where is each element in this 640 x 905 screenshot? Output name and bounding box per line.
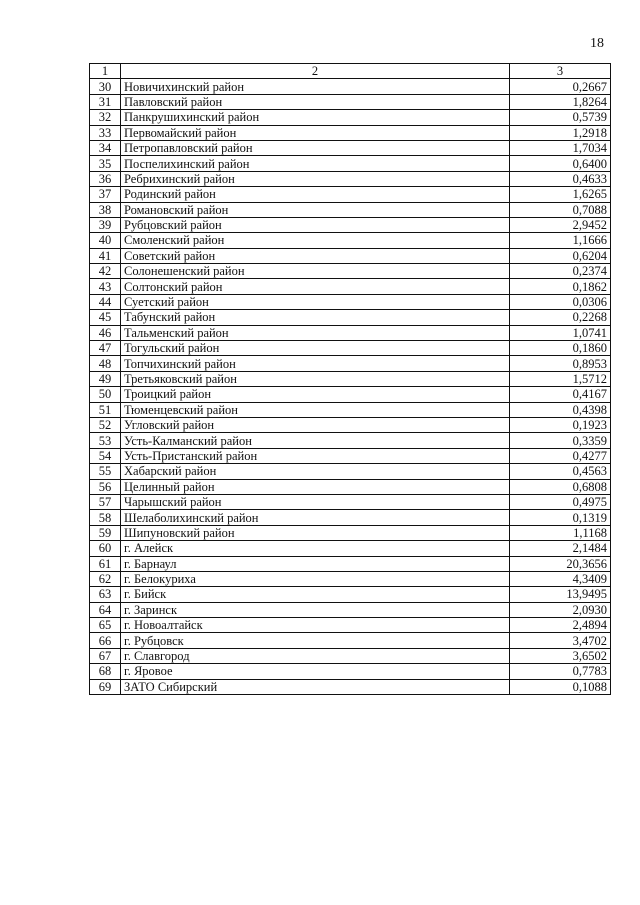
table-row [90, 325, 611, 340]
table-row [90, 587, 611, 602]
row-number-cell: 34 [90, 140, 121, 155]
row-number-cell: 56 [90, 479, 121, 494]
table-row [90, 79, 611, 94]
row-number-cell: 54 [90, 448, 121, 463]
coefficient-value-cell: 1,1666 [510, 233, 611, 248]
row-number-cell: 38 [90, 202, 121, 217]
coefficient-value-cell: 3,6502 [510, 648, 611, 663]
table-body [90, 79, 611, 695]
row-number-cell: 53 [90, 433, 121, 448]
row-number-cell: 69 [90, 679, 121, 694]
table-row [90, 94, 611, 109]
row-number-cell: 31 [90, 94, 121, 109]
table-row [90, 187, 611, 202]
table-row [90, 479, 611, 494]
municipality-name-cell: Рубцовский район [121, 217, 510, 232]
row-number-cell: 39 [90, 217, 121, 232]
municipality-name-cell: г. Бийск [121, 587, 510, 602]
column-header-name: 2 [121, 64, 510, 79]
municipality-name-cell: Шипуновский район [121, 525, 510, 540]
coefficient-value-cell: 0,6204 [510, 248, 611, 263]
municipality-name-cell: Топчихинский район [121, 356, 510, 371]
table-row [90, 664, 611, 679]
coefficient-value-cell: 0,1923 [510, 417, 611, 432]
table-row [90, 171, 611, 186]
table-row [90, 633, 611, 648]
row-number-cell: 45 [90, 310, 121, 325]
table-row [90, 156, 611, 171]
coefficient-value-cell: 1,2918 [510, 125, 611, 140]
table-row [90, 110, 611, 125]
row-number-cell: 48 [90, 356, 121, 371]
coefficient-value-cell: 0,4398 [510, 402, 611, 417]
row-number-cell: 37 [90, 187, 121, 202]
row-number-cell: 32 [90, 110, 121, 125]
row-number-cell: 67 [90, 648, 121, 663]
row-number-cell: 68 [90, 664, 121, 679]
municipality-name-cell: Табунский район [121, 310, 510, 325]
municipality-name-cell: Суетский район [121, 294, 510, 309]
municipality-name-cell: г. Рубцовск [121, 633, 510, 648]
municipality-name-cell: Усть-Калманский район [121, 433, 510, 448]
table-row [90, 341, 611, 356]
table-row [90, 618, 611, 633]
municipality-name-cell: Чарышский район [121, 494, 510, 509]
row-number-cell: 41 [90, 248, 121, 263]
table-row [90, 448, 611, 463]
municipality-name-cell: Романовский район [121, 202, 510, 217]
municipality-name-cell: Третьяковский район [121, 371, 510, 386]
table-row [90, 494, 611, 509]
municipality-name-cell: Усть-Пристанский район [121, 448, 510, 463]
coefficient-value-cell: 13,9495 [510, 587, 611, 602]
municipality-name-cell: г. Алейск [121, 541, 510, 556]
row-number-cell: 36 [90, 171, 121, 186]
coefficient-value-cell: 3,4702 [510, 633, 611, 648]
municipality-name-cell: Хабарский район [121, 464, 510, 479]
municipality-name-cell: Петропавловский район [121, 140, 510, 155]
coefficient-value-cell: 2,9452 [510, 217, 611, 232]
table-row [90, 310, 611, 325]
table-row [90, 556, 611, 571]
coefficient-value-cell: 1,6265 [510, 187, 611, 202]
row-number-cell: 35 [90, 156, 121, 171]
municipality-name-cell: г. Заринск [121, 602, 510, 617]
municipality-name-cell: г. Славгород [121, 648, 510, 663]
municipality-name-cell: Смоленский район [121, 233, 510, 248]
row-number-cell: 52 [90, 417, 121, 432]
table-row [90, 279, 611, 294]
municipality-name-cell: Поспелихинский район [121, 156, 510, 171]
coefficient-value-cell: 0,8953 [510, 356, 611, 371]
table-row [90, 648, 611, 663]
coefficient-value-cell: 1,8264 [510, 94, 611, 109]
row-number-cell: 51 [90, 402, 121, 417]
municipality-name-cell: Первомайский район [121, 125, 510, 140]
coefficient-value-cell: 4,3409 [510, 571, 611, 586]
coefficient-value-cell: 2,0930 [510, 602, 611, 617]
coefficient-value-cell: 0,6400 [510, 156, 611, 171]
municipality-name-cell: Целинный район [121, 479, 510, 494]
row-number-cell: 64 [90, 602, 121, 617]
municipality-name-cell: г. Белокуриха [121, 571, 510, 586]
table-row [90, 248, 611, 263]
municipality-name-cell: Тюменцевский район [121, 402, 510, 417]
table-row [90, 571, 611, 586]
coefficient-value-cell: 0,7088 [510, 202, 611, 217]
municipality-name-cell: Угловский район [121, 417, 510, 432]
table-row [90, 294, 611, 309]
coefficient-value-cell: 0,4633 [510, 171, 611, 186]
column-header-number: 1 [90, 64, 121, 79]
municipality-name-cell: Солтонский район [121, 279, 510, 294]
row-number-cell: 63 [90, 587, 121, 602]
coefficient-value-cell: 0,2268 [510, 310, 611, 325]
row-number-cell: 49 [90, 371, 121, 386]
coefficient-value-cell: 0,1319 [510, 510, 611, 525]
table-row [90, 202, 611, 217]
coefficient-value-cell: 0,1088 [510, 679, 611, 694]
coefficient-value-cell: 1,7034 [510, 140, 611, 155]
table-row [90, 417, 611, 432]
coefficient-value-cell: 2,4894 [510, 618, 611, 633]
coefficient-value-cell: 0,4975 [510, 494, 611, 509]
row-number-cell: 50 [90, 387, 121, 402]
municipality-name-cell: Советский район [121, 248, 510, 263]
municipality-name-cell: Тальменский район [121, 325, 510, 340]
column-header-value: 3 [510, 64, 611, 79]
row-number-cell: 57 [90, 494, 121, 509]
coefficient-value-cell: 0,4167 [510, 387, 611, 402]
coefficient-value-cell: 0,0306 [510, 294, 611, 309]
row-number-cell: 59 [90, 525, 121, 540]
row-number-cell: 43 [90, 279, 121, 294]
row-number-cell: 42 [90, 264, 121, 279]
coefficient-value-cell: 20,3656 [510, 556, 611, 571]
coefficient-value-cell: 0,4563 [510, 464, 611, 479]
row-number-cell: 40 [90, 233, 121, 248]
table-header-row [90, 64, 611, 79]
table-row [90, 125, 611, 140]
coefficient-value-cell: 1,5712 [510, 371, 611, 386]
row-number-cell: 44 [90, 294, 121, 309]
municipality-name-cell: Родинский район [121, 187, 510, 202]
row-number-cell: 58 [90, 510, 121, 525]
municipality-name-cell: г. Яровое [121, 664, 510, 679]
coefficient-value-cell: 0,7783 [510, 664, 611, 679]
row-number-cell: 62 [90, 571, 121, 586]
coefficient-value-cell: 0,4277 [510, 448, 611, 463]
coefficient-value-cell: 0,1862 [510, 279, 611, 294]
table-row [90, 602, 611, 617]
coefficient-value-cell: 0,1860 [510, 341, 611, 356]
coefficient-value-cell: 0,2667 [510, 79, 611, 94]
page-number: 18 [590, 36, 604, 51]
coefficient-value-cell: 1,0741 [510, 325, 611, 340]
table-row [90, 217, 611, 232]
municipality-name-cell: Панкрушихинский район [121, 110, 510, 125]
municipality-name-cell: г. Новоалтайск [121, 618, 510, 633]
table-row [90, 679, 611, 694]
coefficient-value-cell: 2,1484 [510, 541, 611, 556]
table-row [90, 371, 611, 386]
municipality-name-cell: Ребрихинский район [121, 171, 510, 186]
municipality-name-cell: Шелаболихинский район [121, 510, 510, 525]
municipality-name-cell: г. Барнаул [121, 556, 510, 571]
row-number-cell: 60 [90, 541, 121, 556]
row-number-cell: 30 [90, 79, 121, 94]
table-row [90, 140, 611, 155]
municipality-name-cell: Павловский район [121, 94, 510, 109]
municipality-name-cell: Новичихинский район [121, 79, 510, 94]
municipality-name-cell: Солонешенский район [121, 264, 510, 279]
table-row [90, 356, 611, 371]
municipality-name-cell: Троицкий район [121, 387, 510, 402]
table-row [90, 510, 611, 525]
coefficient-value-cell: 0,6808 [510, 479, 611, 494]
coefficient-value-cell: 1,1168 [510, 525, 611, 540]
coefficient-value-cell: 0,5739 [510, 110, 611, 125]
municipality-name-cell: ЗАТО Сибирский [121, 679, 510, 694]
row-number-cell: 65 [90, 618, 121, 633]
table-row [90, 541, 611, 556]
row-number-cell: 46 [90, 325, 121, 340]
table-row [90, 402, 611, 417]
row-number-cell: 33 [90, 125, 121, 140]
table-row [90, 525, 611, 540]
distribution-table [89, 63, 611, 695]
table-row [90, 387, 611, 402]
row-number-cell: 61 [90, 556, 121, 571]
table-row [90, 264, 611, 279]
municipality-name-cell: Тогульский район [121, 341, 510, 356]
table-row [90, 233, 611, 248]
coefficient-value-cell: 0,2374 [510, 264, 611, 279]
table-row [90, 464, 611, 479]
row-number-cell: 47 [90, 341, 121, 356]
table-row [90, 433, 611, 448]
row-number-cell: 55 [90, 464, 121, 479]
coefficient-value-cell: 0,3359 [510, 433, 611, 448]
row-number-cell: 66 [90, 633, 121, 648]
